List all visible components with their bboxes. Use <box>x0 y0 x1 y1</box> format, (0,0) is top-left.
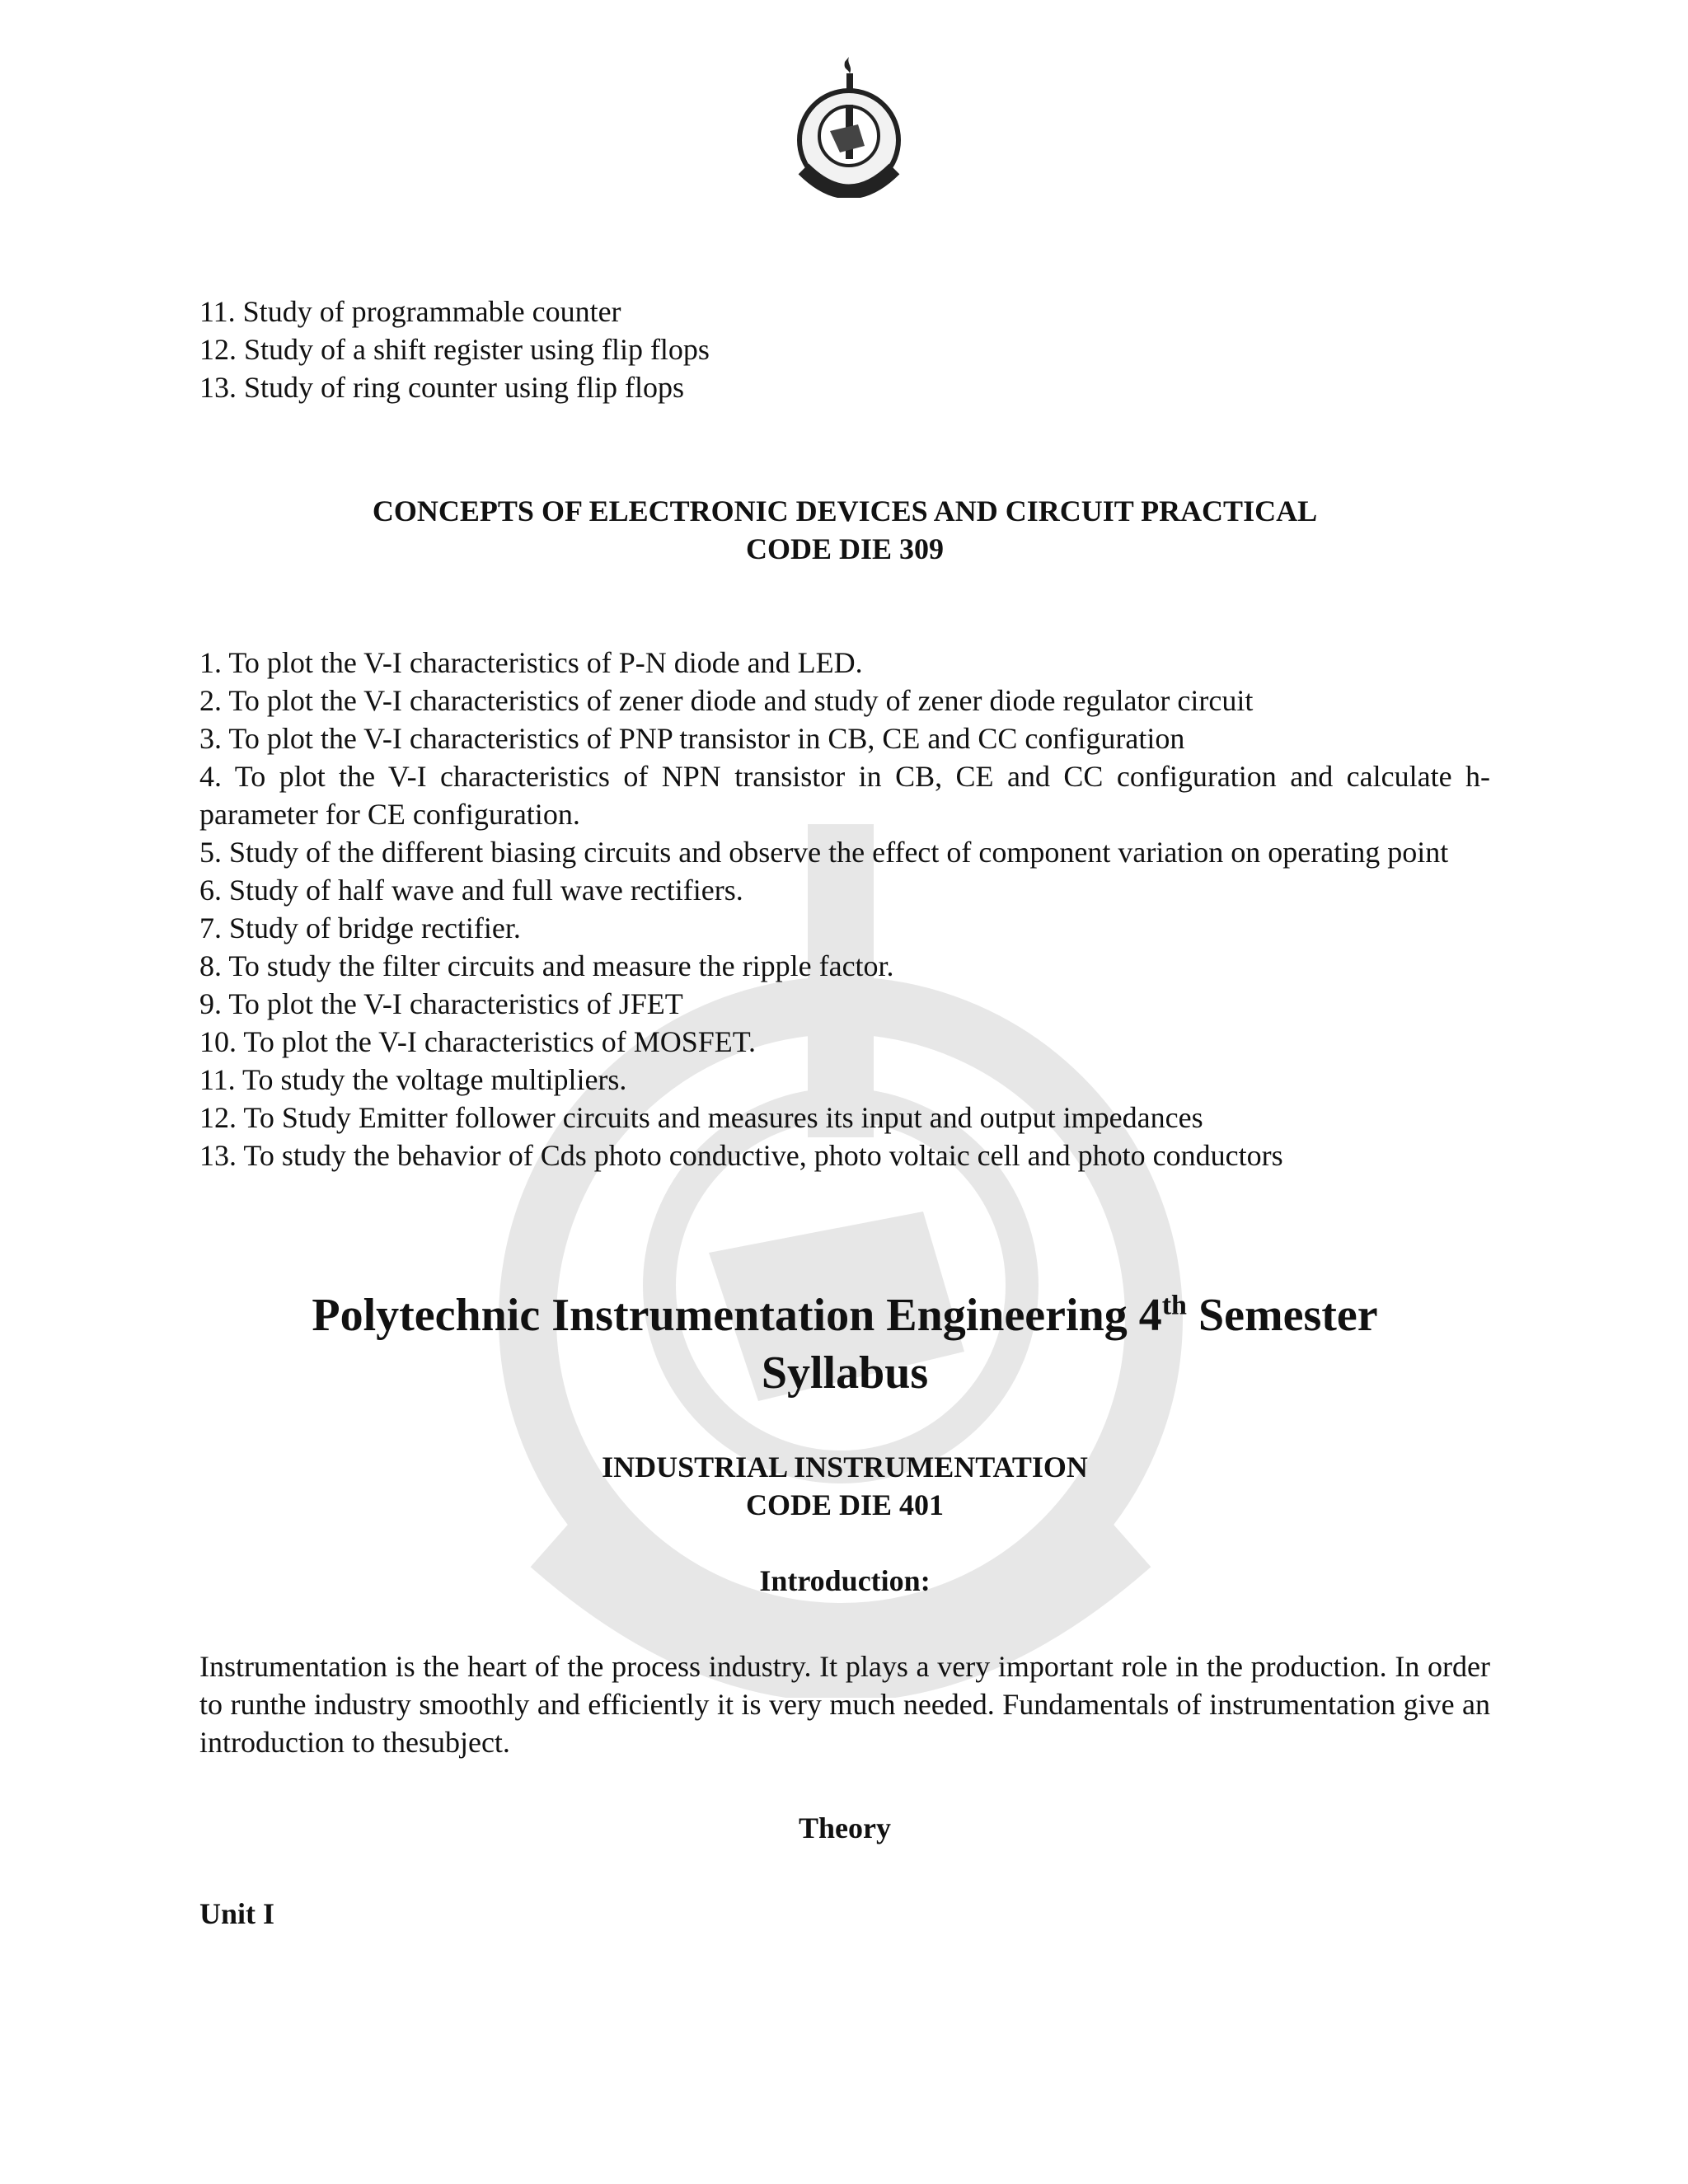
heading-superscript: th <box>1161 1290 1187 1321</box>
list-item: 13. Study of ring counter using flip flops <box>199 371 684 404</box>
section-code: CODE DIE 401 <box>745 1488 945 1521</box>
list-item: 8. To study the filter circuits and measure the ripple factor. <box>199 949 894 982</box>
heading-text: Polytechnic Instrumentation Engineering 4 <box>312 1290 1162 1341</box>
list-item: 12. To Study Emitter follower circuits and measures its input and output impedances <box>199 1101 1203 1134</box>
heading-line-2: Syllabus <box>761 1347 929 1399</box>
list-item: 6. Study of half wave and full wave rectifiers. <box>199 874 743 907</box>
list-item: 7. Study of bridge rectifier. <box>199 912 521 944</box>
list-item: 9. To plot the V-I characteristics of JFET <box>199 987 683 1020</box>
heading-text-end: Semester <box>1186 1290 1378 1341</box>
page-content <box>199 293 1490 1933</box>
list-item: 13. To study the behavior of Cds photo conductive, photo voltaic cell and photo conductors <box>199 1139 1283 1172</box>
list-item: 12. Study of a shift register using flip flops <box>199 333 710 366</box>
introduction-heading: Introduction: <box>759 1564 931 1597</box>
unit-heading: Unit I <box>199 1897 275 1930</box>
list-item: 11. To study the voltage multipliers. <box>199 1063 627 1096</box>
list-item: 1. To plot the V-I characteristics of P-N diode and LED. <box>199 646 863 679</box>
list-item: 10. To plot the V-I characteristics of MOSFET. <box>199 1025 757 1058</box>
section-heading-die-309 <box>199 492 1490 568</box>
list-item: 11. Study of programmable counter <box>199 295 621 328</box>
list-item: 4. To plot the V-I characteristics of NPN transistor in CB, CE and CC configuration and calculate h-parameter for CE configuration. <box>199 760 1490 831</box>
theory-heading: Theory <box>799 1811 891 1844</box>
list-item: 2. To plot the V-I characteristics of zener diode and study of zener diode regulator circuit <box>199 684 1254 717</box>
section-title: INDUSTRIAL INSTRUMENTATION <box>602 1451 1088 1483</box>
semester-heading <box>199 1286 1490 1402</box>
list-item: 3. To plot the V-I characteristics of PNP transistor in CB, CE and CC configuration <box>199 722 1185 755</box>
practical-list-continued <box>199 293 1490 406</box>
section-heading-die-401 <box>199 1448 1490 1524</box>
introduction-paragraph: Instrumentation is the heart of the process industry. It plays a very important role in the production. In order to runthe industry smoothly and efficiently it is very much needed. Fundamentals of instrumentation give an introduction to thesubject. <box>199 1650 1490 1759</box>
section-title: CONCEPTS OF ELECTRONIC DEVICES AND CIRCUIT PRACTICAL <box>372 494 1318 527</box>
university-logo <box>779 45 919 198</box>
list-item: 5. Study of the different biasing circuits and observe the effect of component variation on operating point <box>199 836 1449 869</box>
practical-list-die-309 <box>199 644 1490 1174</box>
section-code: CODE DIE 309 <box>745 532 945 565</box>
